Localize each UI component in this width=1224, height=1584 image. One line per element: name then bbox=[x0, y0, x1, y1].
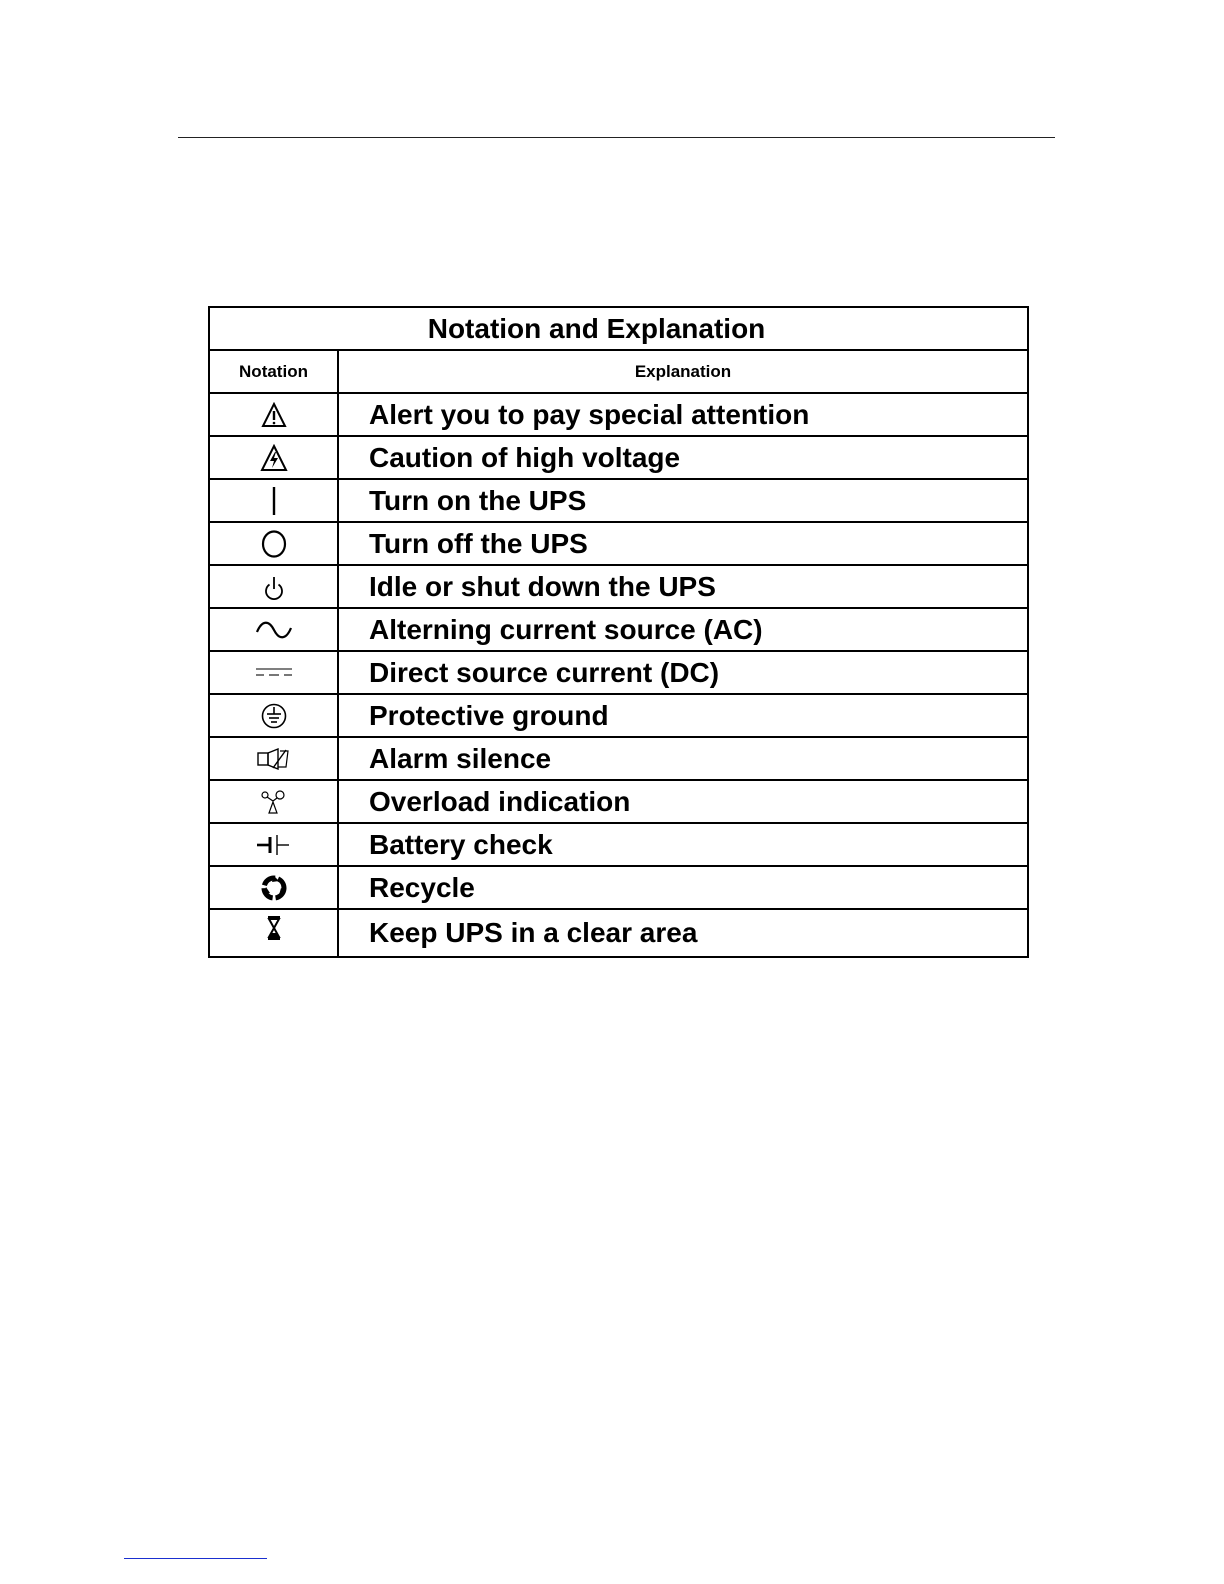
table-row bbox=[209, 608, 1028, 651]
explanation-text: Recycle bbox=[338, 866, 1028, 909]
table-row bbox=[209, 436, 1028, 479]
footnote-rule bbox=[124, 1558, 267, 1559]
explanation-text: Caution of high voltage bbox=[338, 436, 1028, 479]
explanation-text: Direct source current (DC) bbox=[338, 651, 1028, 694]
ac-wave-icon bbox=[254, 619, 294, 641]
explanation-text: Alarm silence bbox=[338, 737, 1028, 780]
explanation-text: Overload indication bbox=[338, 780, 1028, 823]
explanation-text: Alert you to pay special attention bbox=[338, 393, 1028, 436]
table-row bbox=[209, 737, 1028, 780]
hourglass-icon bbox=[266, 915, 282, 941]
table-row bbox=[209, 479, 1028, 522]
dc-dashes-icon bbox=[254, 664, 294, 680]
table-row bbox=[209, 909, 1028, 957]
caution-triangle-icon bbox=[261, 402, 287, 428]
explanation-text: Protective ground bbox=[338, 694, 1028, 737]
table-row bbox=[209, 780, 1028, 823]
explanation-text: Alterning current source (AC) bbox=[338, 608, 1028, 651]
column-header-explanation: Explanation bbox=[338, 350, 1028, 393]
table-row bbox=[209, 651, 1028, 694]
table-row bbox=[209, 565, 1028, 608]
power-on-line-icon bbox=[269, 486, 279, 516]
recycle-icon bbox=[261, 875, 287, 901]
overload-icon bbox=[259, 789, 289, 815]
table-row bbox=[209, 866, 1028, 909]
table-row bbox=[209, 694, 1028, 737]
power-off-circle-icon bbox=[260, 529, 288, 559]
explanation-text: Turn off the UPS bbox=[338, 522, 1028, 565]
table-row bbox=[209, 393, 1028, 436]
explanation-text: Idle or shut down the UPS bbox=[338, 565, 1028, 608]
explanation-text: Keep UPS in a clear area bbox=[338, 909, 1028, 957]
explanation-text: Turn on the UPS bbox=[338, 479, 1028, 522]
explanation-text: Battery check bbox=[338, 823, 1028, 866]
notation-table bbox=[208, 306, 1029, 958]
table-row bbox=[209, 823, 1028, 866]
battery-icon bbox=[255, 833, 293, 857]
high-voltage-triangle-icon bbox=[260, 444, 288, 472]
table-title: Notation and Explanation bbox=[209, 307, 1028, 350]
table-row bbox=[209, 522, 1028, 565]
header-rule bbox=[178, 137, 1055, 138]
column-header-notation: Notation bbox=[209, 350, 338, 393]
alarm-silence-icon bbox=[256, 748, 292, 770]
standby-power-icon bbox=[263, 574, 285, 600]
protective-ground-icon bbox=[260, 702, 288, 730]
